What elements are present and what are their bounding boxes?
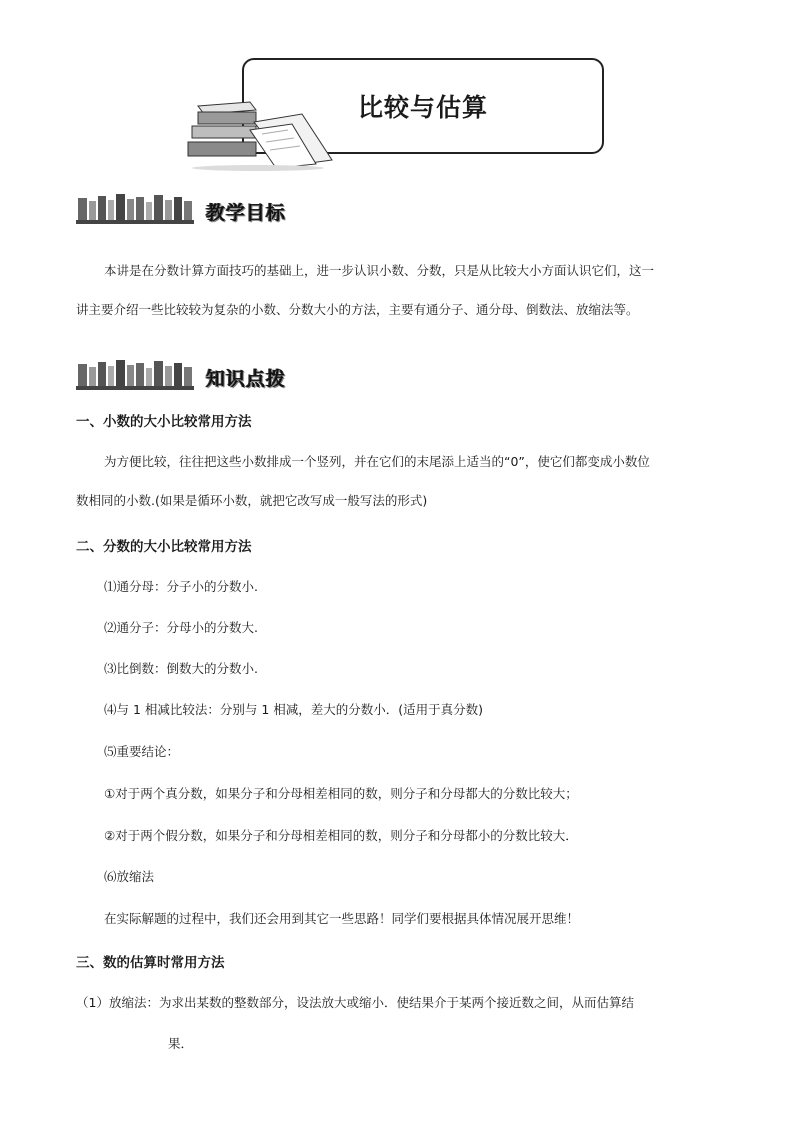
section-title-objectives: 教学目标	[206, 202, 287, 224]
heading-estimation: 三、数的估算时常用方法	[76, 955, 225, 971]
estimation-line-1: （1）放缩法：为求出某数的整数部分，设法放大或缩小．使结果介于某两个接近数之间，从而估算结	[76, 995, 634, 1010]
page-title: 比较与估算	[357, 93, 488, 122]
intro-line-1: 本讲是在分数计算方面技巧的基础上，进一步认识小数、分数，只是从比较大小方面认识它们，这一	[104, 263, 655, 278]
estimation-line-2: 果．	[168, 1036, 194, 1051]
decimal-line-1: 为方便比较，往往把这些小数排成一个竖列，并在它们的末尾添上适当的“0”，使它们都变成小数位	[104, 454, 650, 469]
books-illustration	[184, 100, 334, 172]
heading-fraction-compare: 二、分数的大小比较常用方法	[76, 539, 252, 555]
section-decoration	[76, 192, 194, 226]
fraction-item-4: ⑷与 1 相减比较法：分别与 1 相减，差大的分数小．(适用于真分数)	[104, 702, 484, 717]
fraction-conclusion-2: ②对于两个假分数，如果分子和分母相差相同的数，则分子和分母都小的分数比较大．	[104, 828, 578, 843]
intro-line-2: 讲主要介绍一些比较较为复杂的小数、分数大小的方法，主要有通分子、通分母、倒数法、放缩法等。	[76, 302, 639, 317]
decimal-line-2: 数相同的小数.(如果是循环小数，就把它改写成一般写法的形式)	[76, 493, 428, 508]
fraction-note: 在实际解题的过程中，我们还会用到其它一些思路！同学们要根据具体情况展开思维！	[104, 911, 580, 926]
heading-decimal-compare: 一、小数的大小比较常用方法	[76, 414, 252, 430]
fraction-item-2: ⑵通分子：分母小的分数大.	[104, 620, 258, 635]
fraction-item-1: ⑴通分母：分子小的分数小.	[104, 579, 258, 594]
section-decoration	[76, 358, 194, 392]
fraction-item-3: ⑶比倒数：倒数大的分数小.	[104, 661, 258, 676]
section-title-knowledge: 知识点拨	[206, 368, 287, 390]
fraction-item-5: ⑸重要结论：	[104, 744, 180, 759]
fraction-item-6: ⑹放缩法	[104, 869, 155, 884]
fraction-conclusion-1: ①对于两个真分数，如果分子和分母相差相同的数，则分子和分母都大的分数比较大；	[104, 786, 578, 801]
